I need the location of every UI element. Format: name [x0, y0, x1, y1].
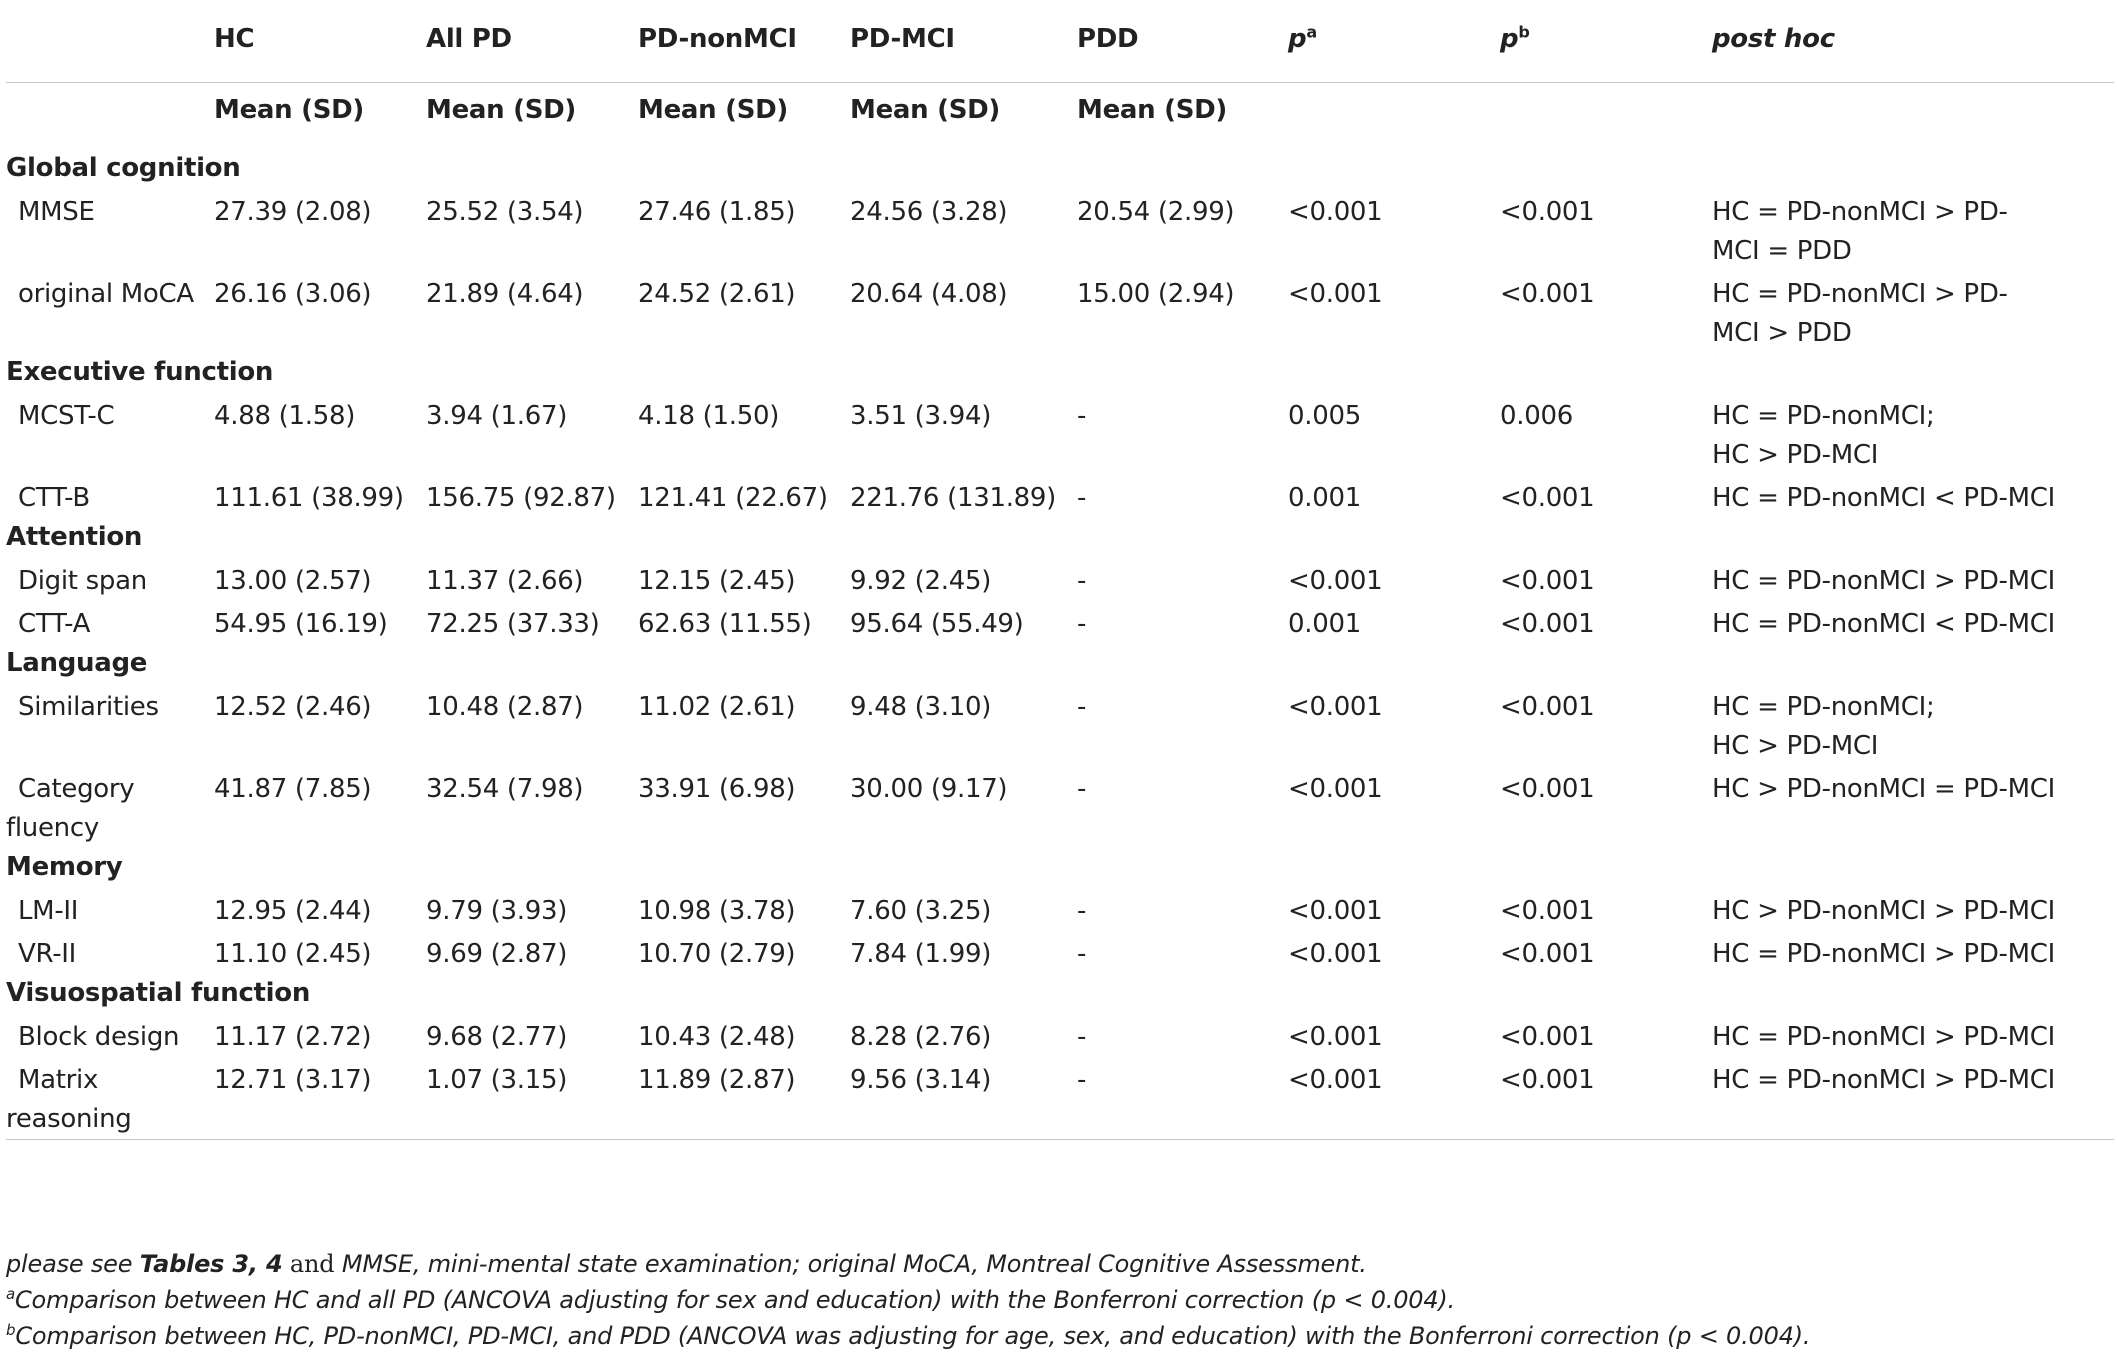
p-b-value: <0.001: [1500, 692, 1595, 722]
row-label-line1: Category: [18, 774, 135, 804]
hc-value: 111.61 (38.99): [214, 483, 404, 513]
post-hoc-value: [1712, 271, 2114, 353]
post-hoc-line1: HC = PD-nonMCI > PD-MCI: [1712, 939, 2055, 969]
section-title: Visuospatial function: [6, 978, 311, 1008]
post-hoc-value: [1712, 766, 2114, 848]
post-hoc-value: [1712, 888, 2114, 931]
post-hoc-line1: HC = PD-nonMCI;: [1712, 692, 1935, 722]
post-hoc-line1: HC = PD-nonMCI;: [1712, 401, 1935, 431]
post-hoc-value: [1712, 475, 2114, 518]
pd-nonmci-value: 121.41 (22.67): [638, 483, 828, 513]
footnote-general: please see Tables 3, 4 and MMSE, mini-mental state examination; original MoCA, Montreal Cognitive Assessment.: [6, 1250, 1367, 1278]
post-hoc-line1: HC = PD-nonMCI > PD-MCI: [1712, 1022, 2055, 1052]
pd-mci-value: 20.64 (4.08): [850, 279, 1008, 309]
table-row: [6, 475, 2114, 518]
footnote-a: $^a$Comparison between HC and all PD (ANCOVA adjusting for sex and education) with the Bonferroni correction (p < 0.004).: [6, 1285, 1455, 1314]
hc-value: 26.16 (3.06): [214, 279, 372, 309]
header-row: [6, 14, 2114, 83]
p-b-value: <0.001: [1500, 279, 1595, 309]
hc-value: 4.88 (1.58): [214, 401, 356, 431]
post-hoc-line1: HC = PD-nonMCI > PD-: [1712, 279, 2008, 309]
section-title: Global cognition: [6, 153, 241, 183]
row-label-line2: reasoning: [6, 1104, 132, 1134]
table-row: [6, 271, 2114, 353]
pdd-value: -: [1077, 774, 1087, 804]
tables-reference-link[interactable]: Tables 3, 4: [139, 1250, 283, 1278]
p-a-value: <0.001: [1288, 1065, 1383, 1095]
pdd-value: -: [1077, 896, 1087, 926]
all-pd-value: 11.37 (2.66): [426, 566, 584, 596]
pdd-value: -: [1077, 1065, 1087, 1095]
table-row: [6, 684, 2114, 766]
hc-value: 27.39 (2.08): [214, 197, 372, 227]
post-hoc-line1: HC = PD-nonMCI > PD-MCI: [1712, 1065, 2055, 1095]
post-hoc-value: [1712, 1057, 2114, 1140]
all-pd-value: 32.54 (7.98): [426, 774, 584, 804]
all-pd-value: 3.94 (1.67): [426, 401, 568, 431]
pd-mci-value: 7.60 (3.25): [850, 896, 992, 926]
footnote-b: $^b$Comparison between HC, PD-nonMCI, PD-MCI, and PDD (ANCOVA was adjusting for age, sex, and education) with the Bonferroni correction (p < 0.004).: [6, 1321, 1811, 1350]
section-header-row: [6, 353, 2114, 393]
header-pd-mci: PD-MCI: [850, 24, 955, 54]
pdd-value: -: [1077, 939, 1087, 969]
row-label-line2: fluency: [6, 813, 99, 843]
all-pd-value: 1.07 (3.15): [426, 1065, 568, 1095]
post-hoc-line2: MCI > PDD: [1712, 318, 1852, 348]
hc-value: 41.87 (7.85): [214, 774, 372, 804]
post-hoc-value: [1712, 684, 2114, 766]
post-hoc-value: [1712, 601, 2114, 644]
post-hoc-value: [1712, 558, 2114, 601]
section-title: Memory: [6, 852, 123, 882]
section-header-row: [6, 644, 2114, 684]
post-hoc-value: [1712, 189, 2114, 271]
post-hoc-value: [1712, 1014, 2114, 1057]
pd-mci-value: 3.51 (3.94): [850, 401, 992, 431]
p-a-value: 0.001: [1288, 609, 1361, 639]
post-hoc-value: [1712, 393, 2114, 475]
header-hc: HC: [214, 24, 255, 54]
table-row: [6, 766, 2114, 848]
subheader-cell: Mean (SD): [426, 95, 576, 125]
post-hoc-line1: HC = PD-nonMCI > PD-: [1712, 197, 2008, 227]
p-b-value: <0.001: [1500, 1022, 1595, 1052]
hc-value: 54.95 (16.19): [214, 609, 388, 639]
pdd-value: -: [1077, 483, 1087, 513]
row-label: [6, 1057, 214, 1140]
table-row: [6, 888, 2114, 931]
section-header-row: [6, 848, 2114, 888]
pd-mci-value: 24.56 (3.28): [850, 197, 1008, 227]
post-hoc-line1: HC = PD-nonMCI > PD-MCI: [1712, 566, 2055, 596]
post-hoc-value: [1712, 931, 2114, 974]
post-hoc-line2: HC > PD-MCI: [1712, 731, 1879, 761]
post-hoc-line2: MCI = PDD: [1712, 236, 1852, 266]
row-label: Block design: [18, 1022, 180, 1052]
p-a-value: <0.001: [1288, 774, 1383, 804]
table-row: [6, 1014, 2114, 1057]
p-b-value: <0.001: [1500, 566, 1595, 596]
p-a-value: <0.001: [1288, 896, 1383, 926]
pdd-value: 20.54 (2.99): [1077, 197, 1235, 227]
table-row: [6, 393, 2114, 475]
p-a-value: <0.001: [1288, 279, 1383, 309]
pdd-value: -: [1077, 609, 1087, 639]
pd-nonmci-value: 10.98 (3.78): [638, 896, 796, 926]
p-a-value: 0.005: [1288, 401, 1361, 431]
section-header-row: [6, 518, 2114, 558]
pd-mci-value: 9.92 (2.45): [850, 566, 992, 596]
pd-mci-value: 8.28 (2.76): [850, 1022, 992, 1052]
row-label: CTT-B: [18, 483, 90, 513]
p-a-value: <0.001: [1288, 197, 1383, 227]
header-blank: [6, 14, 214, 83]
results-table: [6, 14, 2114, 1140]
hc-value: 12.71 (3.17): [214, 1065, 372, 1095]
p-b-value: 0.006: [1500, 401, 1573, 431]
row-label: CTT-A: [18, 609, 91, 639]
pdd-value: 15.00 (2.94): [1077, 279, 1235, 309]
pd-nonmci-value: 33.91 (6.98): [638, 774, 796, 804]
subheader-cell: Mean (SD): [850, 95, 1000, 125]
pd-nonmci-value: 12.15 (2.45): [638, 566, 796, 596]
all-pd-value: 25.52 (3.54): [426, 197, 584, 227]
table-row: [6, 1057, 2114, 1140]
subheader-row: [6, 83, 2114, 150]
subheader-cell: Mean (SD): [638, 95, 788, 125]
section-title: Language: [6, 648, 148, 678]
pd-nonmci-value: 11.02 (2.61): [638, 692, 796, 722]
row-label: original MoCA: [18, 279, 194, 309]
table-row: [6, 558, 2114, 601]
row-label: Digit span: [18, 566, 147, 596]
post-hoc-line2: HC > PD-MCI: [1712, 440, 1879, 470]
row-label: MCST-C: [18, 401, 115, 431]
p-b-value: <0.001: [1500, 1065, 1595, 1095]
row-label: [6, 766, 214, 848]
all-pd-value: 21.89 (4.64): [426, 279, 584, 309]
hc-value: 11.17 (2.72): [214, 1022, 372, 1052]
pd-nonmci-value: 10.70 (2.79): [638, 939, 796, 969]
all-pd-value: 156.75 (92.87): [426, 483, 616, 513]
pdd-value: -: [1077, 1022, 1087, 1052]
pd-nonmci-value: 24.52 (2.61): [638, 279, 796, 309]
p-b-value: <0.001: [1500, 197, 1595, 227]
table-row: [6, 189, 2114, 271]
section-header-row: [6, 974, 2114, 1014]
pd-mci-value: 221.76 (131.89): [850, 483, 1057, 513]
all-pd-value: 10.48 (2.87): [426, 692, 584, 722]
pd-nonmci-value: 27.46 (1.85): [638, 197, 796, 227]
row-label: LM-II: [18, 896, 79, 926]
table-footnotes: [6, 1246, 2106, 1354]
row-label: VR-II: [18, 939, 77, 969]
pd-nonmci-value: 10.43 (2.48): [638, 1022, 796, 1052]
row-label: Similarities: [18, 692, 159, 722]
section-header-row: [6, 149, 2114, 189]
row-label-line1: Matrix: [18, 1065, 99, 1095]
hc-value: 12.95 (2.44): [214, 896, 372, 926]
pd-nonmci-value: 11.89 (2.87): [638, 1065, 796, 1095]
header-post-hoc: post hoc: [1712, 24, 1835, 54]
header-all-pd: All PD: [426, 24, 512, 54]
hc-value: 11.10 (2.45): [214, 939, 372, 969]
pdd-value: -: [1077, 401, 1087, 431]
p-b-value: <0.001: [1500, 896, 1595, 926]
p-a-value: <0.001: [1288, 1022, 1383, 1052]
row-label: MMSE: [18, 197, 95, 227]
header-p-b: $p^b$: [1500, 22, 1530, 54]
p-a-value: 0.001: [1288, 483, 1361, 513]
post-hoc-line1: HC = PD-nonMCI < PD-MCI: [1712, 609, 2055, 639]
p-a-value: <0.001: [1288, 939, 1383, 969]
pd-mci-value: 9.56 (3.14): [850, 1065, 992, 1095]
p-b-value: <0.001: [1500, 774, 1595, 804]
p-b-value: <0.001: [1500, 939, 1595, 969]
pd-mci-value: 7.84 (1.99): [850, 939, 992, 969]
p-b-value: <0.001: [1500, 609, 1595, 639]
subheader-cell: Mean (SD): [214, 95, 364, 125]
pd-nonmci-value: 62.63 (11.55): [638, 609, 812, 639]
table-row: [6, 931, 2114, 974]
pdd-value: -: [1077, 692, 1087, 722]
post-hoc-line1: HC = PD-nonMCI < PD-MCI: [1712, 483, 2055, 513]
subheader-cell: Mean (SD): [1077, 95, 1227, 125]
pd-mci-value: 9.48 (3.10): [850, 692, 992, 722]
header-pd-nonmci: PD-nonMCI: [638, 24, 797, 54]
p-a-value: <0.001: [1288, 692, 1383, 722]
pd-mci-value: 95.64 (55.49): [850, 609, 1024, 639]
all-pd-value: 9.79 (3.93): [426, 896, 568, 926]
section-title: Attention: [6, 522, 143, 552]
hc-value: 12.52 (2.46): [214, 692, 372, 722]
post-hoc-line1: HC > PD-nonMCI > PD-MCI: [1712, 896, 2055, 926]
p-a-value: <0.001: [1288, 566, 1383, 596]
pd-mci-value: 30.00 (9.17): [850, 774, 1008, 804]
header-p-a: $p^a$: [1288, 22, 1317, 54]
post-hoc-line1: HC > PD-nonMCI = PD-MCI: [1712, 774, 2055, 804]
pdd-value: -: [1077, 566, 1087, 596]
table-row: [6, 601, 2114, 644]
all-pd-value: 72.25 (37.33): [426, 609, 600, 639]
pd-nonmci-value: 4.18 (1.50): [638, 401, 780, 431]
header-pdd: PDD: [1077, 24, 1139, 54]
section-title: Executive function: [6, 357, 274, 387]
hc-value: 13.00 (2.57): [214, 566, 372, 596]
all-pd-value: 9.69 (2.87): [426, 939, 568, 969]
p-b-value: <0.001: [1500, 483, 1595, 513]
all-pd-value: 9.68 (2.77): [426, 1022, 568, 1052]
